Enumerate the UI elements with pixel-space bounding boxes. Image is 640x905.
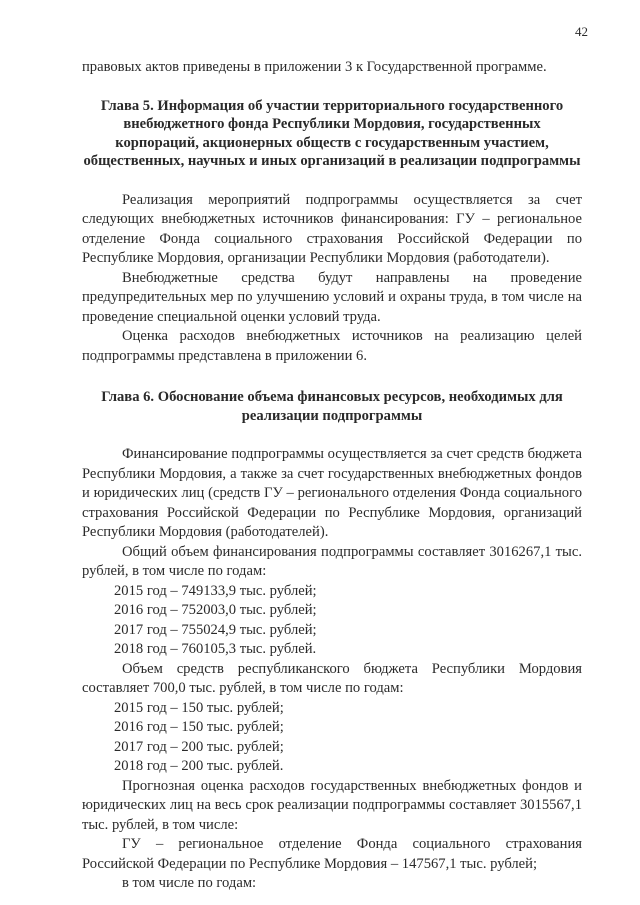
total-year-item: 2015 год – 749133,9 тыс. рублей; bbox=[114, 582, 317, 599]
republic-budget-paragraph: Объем средств республиканского бюджета Республики Мордовия составляет 700,0 тыс. рублей, в том числе по годам: bbox=[82, 660, 582, 696]
intro-line: правовых актов приведены в приложении 3 к Государственной программе. bbox=[82, 59, 547, 75]
forecast-paragraph: Прогнозная оценка расходов государственных внебюджетных фондов и юридических лиц на весь срок реализации подпрограммы составляет 3015567,1 тыс. рублей, в том числе: bbox=[82, 777, 582, 833]
republic-year-item: 2017 год – 200 тыс. рублей; bbox=[114, 738, 284, 755]
chapter6-title: Глава 6. Обоснование объема финансовых ресурсов, необходимых для реализации подпрограммы bbox=[101, 389, 563, 424]
fss-paragraph: ГУ – региональное отделение Фонда социального страхования Российской Федерации по Республике Мордовия – 147567,1 тыс. рублей; bbox=[82, 836, 582, 872]
chapter5-title: Глава 5. Информация об участии территориального государственного внебюджетного фонда Республики Мордовия, государственных корпораций, акционерных обществ с государственным участием, общественных, научных и иных организаций в реализации подпрограммы bbox=[83, 97, 581, 169]
total-year-item: 2016 год – 752003,0 тыс. рублей; bbox=[114, 602, 317, 618]
total-year-item: 2018 год – 760105,3 тыс. рублей. bbox=[114, 641, 317, 657]
total-year-item: 2017 год – 755024,9 тыс. рублей; bbox=[114, 621, 317, 638]
chapter5-paragraph: Внебюджетные средства будут направлены на проведение предупредительных мер по улучшению условий и охраны труда, в том числе на проведение специальной оценки условий труда. bbox=[82, 269, 582, 325]
republic-year-item: 2016 год – 150 тыс. рублей; bbox=[114, 719, 284, 735]
page-number: 42 bbox=[575, 24, 588, 39]
by-years-line: в том числе по годам: bbox=[122, 875, 257, 891]
republic-year-item: 2015 год – 150 тыс. рублей; bbox=[114, 699, 284, 716]
republic-year-item: 2018 год – 200 тыс. рублей. bbox=[114, 758, 284, 774]
document-body bbox=[82, 58, 582, 894]
chapter5-paragraph: Оценка расходов внебюджетных источников на реализацию целей подпрограммы представлена в приложении 6. bbox=[82, 328, 582, 364]
chapter5-paragraph: Реализация мероприятий подпрограммы осуществляется за счет следующих внебюджетных источников финансирования: ГУ – региональное отделение Фонда социального страхования Российской Федерации по Республике Мордовия, организации Республики Мордовия (работодатели). bbox=[82, 191, 582, 266]
financing-paragraph: Финансирование подпрограммы осуществляется за счет средств бюджета Республики Мордовия, а также за счет государственных внебюджетных фондов и юридических лиц (средств ГУ – регионального отделения Фонда социального страхования Российской Федерации по Республике Мордовия, организаций Республики Мордовия (работодателей). bbox=[82, 446, 582, 540]
total-volume-paragraph: Общий объем финансирования подпрограммы составляет 3016267,1 тыс. рублей, в том числе по годам: bbox=[82, 543, 582, 579]
